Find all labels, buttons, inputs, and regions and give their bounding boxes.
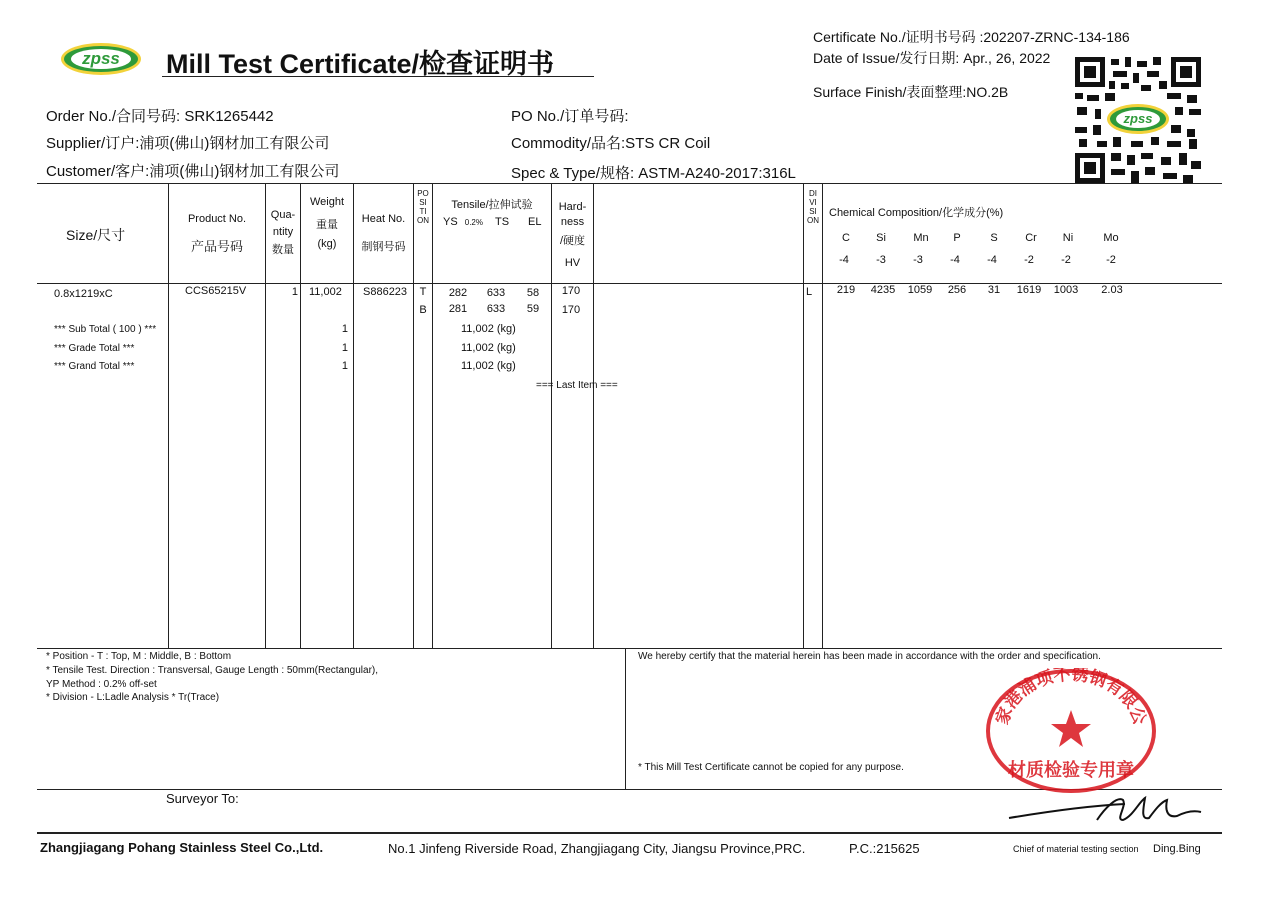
col-divider bbox=[593, 183, 594, 648]
last-item-marker: === Last Item === bbox=[536, 380, 618, 391]
row-top-hv: 170 bbox=[561, 285, 581, 297]
date-of-issue: Date of Issue/发行日期: Apr., 26, 2022 bbox=[813, 50, 1051, 66]
col-ys-label: YS bbox=[443, 216, 458, 228]
col-heat-en: Heat No. bbox=[361, 213, 406, 225]
col-weight-cn: 重量 bbox=[316, 219, 338, 231]
surveyor-to: Surveyor To: bbox=[166, 791, 239, 806]
col-qty-cn: 数量 bbox=[272, 244, 294, 256]
grade-total-label: *** Grade Total *** bbox=[54, 343, 135, 354]
footer-rule bbox=[37, 832, 1222, 834]
exponent-mo: -2 bbox=[1106, 254, 1116, 266]
customer: Customer/客户:浦项(佛山)钢材加工有限公司 bbox=[46, 163, 340, 180]
col-hard-1: Hard- bbox=[558, 201, 587, 213]
col-division: DIVISION bbox=[807, 189, 819, 225]
col-divider bbox=[822, 183, 823, 648]
stamp-bottom-text: 材质检验专用章 bbox=[1008, 760, 1134, 781]
col-position: POSITION bbox=[417, 189, 429, 225]
exponent-cr: -2 bbox=[1024, 254, 1034, 266]
row-heat: S886223 bbox=[363, 286, 408, 298]
signer-name: Ding.Bing bbox=[1153, 843, 1201, 855]
col-product-cn: 产品号码 bbox=[190, 239, 243, 254]
table-top-border bbox=[37, 183, 1222, 184]
certificate-title: Mill Test Certificate/检查证明书 bbox=[166, 49, 555, 79]
row-top-ts: 633 bbox=[486, 287, 506, 299]
row-bottom-ys: 281 bbox=[448, 303, 468, 315]
row-pos-top: T bbox=[419, 286, 427, 298]
col-size: Size/尺寸 bbox=[66, 227, 126, 243]
row-bottom-el: 59 bbox=[526, 303, 540, 315]
element-s: S bbox=[990, 232, 998, 244]
exponent-si: -3 bbox=[876, 254, 886, 266]
company-logo bbox=[60, 42, 142, 76]
note-yp-method: YP Method : 0.2% off-set bbox=[46, 679, 157, 690]
qr-code bbox=[1075, 57, 1201, 183]
row-top-ys: 282 bbox=[448, 287, 468, 299]
col-hard-cn: /硬度 bbox=[559, 235, 586, 247]
element-si: Si bbox=[876, 232, 886, 244]
element-ni: Ni bbox=[1062, 232, 1074, 244]
sub-total-weight: 11,002 (kg) bbox=[461, 323, 516, 335]
signature bbox=[1005, 790, 1205, 830]
spec-type: Spec & Type/规格: ASTM-A240-2017:316L bbox=[511, 165, 796, 182]
element-c: C bbox=[842, 232, 850, 244]
col-weight-1: Weight bbox=[309, 196, 345, 208]
col-divider bbox=[803, 183, 804, 648]
grand-total-label: *** Grand Total *** bbox=[54, 361, 135, 372]
col-ys-sub: 0.2% bbox=[464, 218, 483, 227]
po-no: PO No./订单号码: bbox=[511, 108, 629, 125]
chem-cr: 1619 bbox=[1016, 284, 1042, 296]
note-position: * Position - T : Top, M : Middle, B : Bottom bbox=[46, 651, 232, 662]
sub-total-qty: 1 bbox=[341, 323, 348, 335]
notes-divider bbox=[625, 648, 626, 789]
element-cr: Cr bbox=[1025, 232, 1037, 244]
col-heat-cn: 制钢号码 bbox=[361, 241, 406, 253]
col-product-en: Product No. bbox=[187, 213, 247, 225]
chem-s: 31 bbox=[987, 284, 1001, 296]
inspection-stamp bbox=[985, 668, 1157, 794]
chem-mo: 2.03 bbox=[1101, 284, 1123, 296]
element-mn: Mn bbox=[913, 232, 929, 244]
col-hard-unit: HV bbox=[564, 257, 581, 269]
col-divider bbox=[432, 183, 433, 648]
certificate-no: Certificate No./证明书号码 :202207-ZRNC-134-186 bbox=[813, 29, 1130, 45]
chem-mn: 1059 bbox=[907, 284, 933, 296]
order-no: Order No./合同号码: SRK1265442 bbox=[46, 108, 274, 125]
company-address: No.1 Jinfeng Riverside Road, Zhangjiagang City, Jiangsu Province,PRC. bbox=[388, 841, 806, 856]
qr-logo-text: zpss bbox=[1123, 111, 1153, 126]
row-bottom-ts: 633 bbox=[486, 303, 506, 315]
row-weight: 11,002 bbox=[309, 286, 342, 298]
col-hard-2: ness bbox=[560, 216, 585, 228]
col-tensile: Tensile/拉伸试验 bbox=[451, 199, 533, 211]
row-qty: 1 bbox=[291, 286, 298, 298]
col-el: EL bbox=[528, 216, 542, 228]
no-copy-notice: * This Mill Test Certificate cannot be copied for any purpose. bbox=[638, 762, 904, 773]
col-qty-2: ntity bbox=[272, 226, 294, 238]
col-weight-unit: (kg) bbox=[317, 238, 337, 250]
grand-total-weight: 11,002 (kg) bbox=[461, 360, 516, 372]
supplier: Supplier/订户:浦项(佛山)钢材加工有限公司 bbox=[46, 135, 330, 152]
row-pos-bottom: B bbox=[419, 304, 427, 316]
exponent-c: -4 bbox=[839, 254, 849, 266]
exponent-p: -4 bbox=[950, 254, 960, 266]
exponent-mn: -3 bbox=[913, 254, 923, 266]
note-division: * Division - L:Ladle Analysis * Tr(Trace) bbox=[46, 692, 220, 703]
grand-total-qty: 1 bbox=[341, 360, 348, 372]
row-division: L bbox=[805, 286, 813, 298]
col-divider bbox=[413, 183, 414, 648]
element-mo: Mo bbox=[1103, 232, 1119, 244]
body-bottom-border bbox=[37, 648, 1222, 649]
col-divider bbox=[551, 183, 552, 648]
company-name: Zhangjiagang Pohang Stainless Steel Co.,Ltd. bbox=[40, 840, 324, 855]
note-tensile: * Tensile Test. Direction : Transversal, Gauge Length : 50mm(Rectangular), bbox=[46, 665, 379, 676]
certify-statement: We hereby certify that the material herein has been made in accordance with the order and specification. bbox=[638, 651, 1101, 662]
title-underline bbox=[162, 76, 594, 77]
row-bottom-hv: 170 bbox=[561, 304, 581, 316]
surface-finish: Surface Finish/表面整理:NO.2B bbox=[813, 84, 1009, 100]
col-ts: TS bbox=[495, 216, 510, 228]
row-top-el: 58 bbox=[526, 287, 540, 299]
col-divider bbox=[300, 183, 301, 648]
chem-ni: 1003 bbox=[1053, 284, 1079, 296]
logo-text: zpss bbox=[82, 49, 120, 68]
stamp-ring-text: 家港浦项不锈钢有限公 bbox=[992, 668, 1150, 728]
col-chem-title: Chemical Composition/化学成分(%) bbox=[829, 207, 1004, 219]
postcode: P.C.:215625 bbox=[849, 841, 920, 856]
sub-total-label: *** Sub Total ( 100 ) *** bbox=[54, 324, 157, 335]
row-product: CCS65215V bbox=[185, 285, 247, 297]
chem-p: 256 bbox=[947, 284, 967, 296]
col-qty-1: Qua- bbox=[270, 209, 296, 221]
exponent-ni: -2 bbox=[1061, 254, 1071, 266]
chief-title: Chief of material testing section bbox=[1013, 844, 1139, 854]
exponent-s: -4 bbox=[987, 254, 997, 266]
element-p: P bbox=[953, 232, 961, 244]
grade-total-weight: 11,002 (kg) bbox=[461, 342, 516, 354]
row-size: 0.8x1219xC bbox=[54, 288, 113, 300]
chem-si: 4235 bbox=[870, 284, 896, 296]
col-ys bbox=[443, 216, 483, 228]
commodity: Commodity/品名:STS CR Coil bbox=[511, 135, 711, 152]
grade-total-qty: 1 bbox=[341, 342, 348, 354]
svg-text:张家港浦项不锈钢有限公司 bbox=[985, 668, 1149, 727]
chem-c: 219 bbox=[836, 284, 856, 296]
